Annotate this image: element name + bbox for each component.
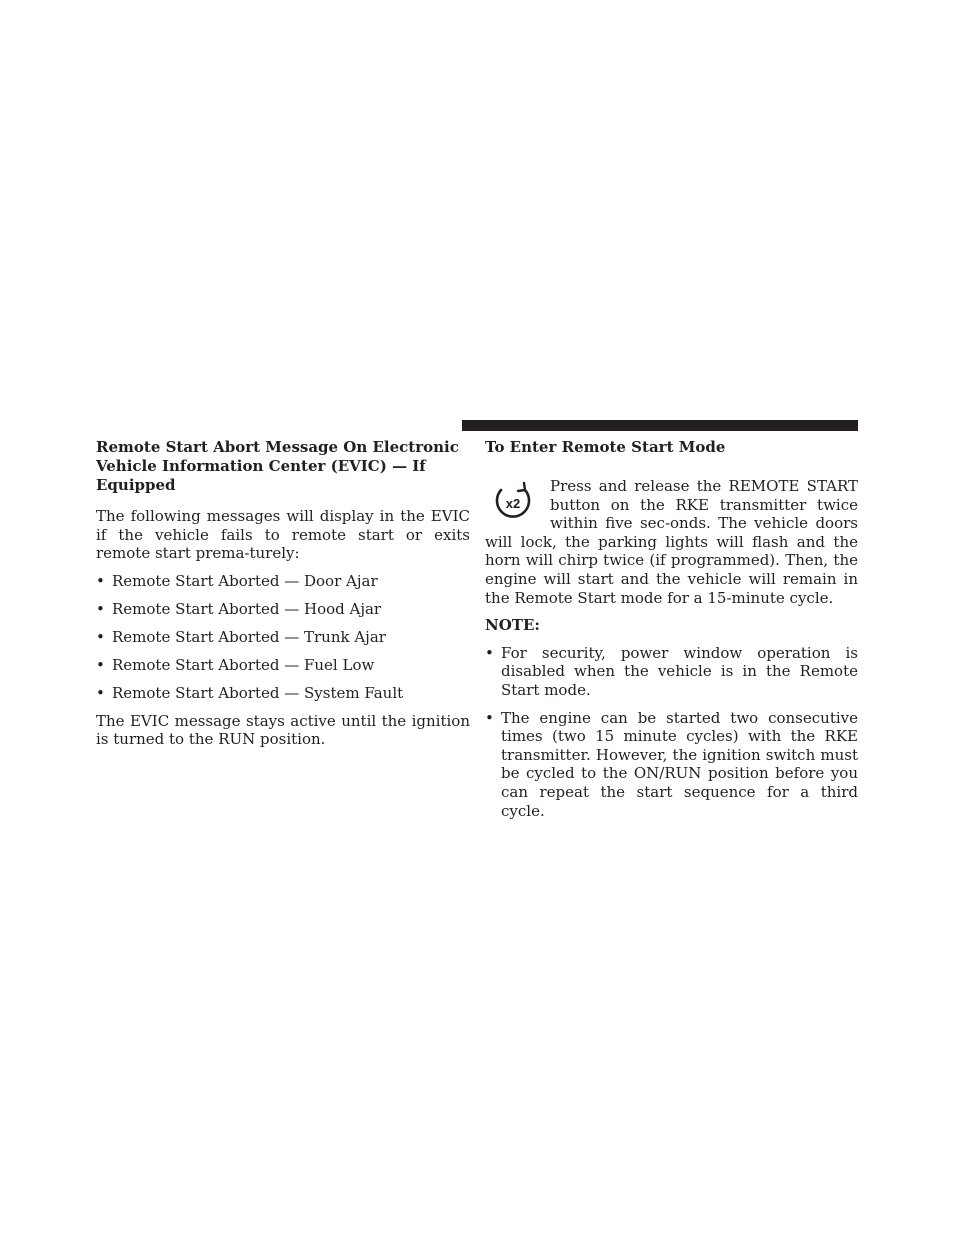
closing-paragraph: The EVIC message stays active until the ignition is turned to the RUN position.	[96, 711, 470, 749]
list-item: • Remote Start Aborted — Trunk Ajar	[96, 628, 470, 647]
svg-text:x2: x2	[505, 496, 521, 511]
list-item: • Remote Start Aborted — Hood Ajar	[96, 600, 470, 619]
list-item: • Remote Start Aborted — Fuel Low	[96, 656, 470, 675]
section-rule	[462, 420, 858, 431]
abort-message-list	[96, 572, 470, 703]
note-list	[485, 644, 858, 820]
right-column	[485, 438, 858, 829]
list-item: • Remote Start Aborted — System Fault	[96, 684, 470, 703]
list-item: • The engine can be started two consecutive times (two 15 minute cycles) with the RKE transmitter. However, the ignition switch must be cycled to the ON/RUN position before you can repeat the start sequence for a third cycle.	[485, 709, 858, 821]
remote-start-x2-icon	[485, 477, 541, 529]
section-heading-abort: Remote Start Abort Message On Electronic Vehicle Information Center (EVIC) — If Equipped	[96, 438, 459, 494]
list-item: • For security, power window operation is disabled when the vehicle is in the Remote Start mode.	[485, 644, 858, 700]
left-column	[96, 438, 470, 749]
list-item: • Remote Start Aborted — Door Ajar	[96, 572, 470, 591]
intro-paragraph: The following messages will display in the EVIC if the vehicle fails to remote start or exits remote start prema-turely:	[96, 507, 470, 563]
section-heading-enter-mode: To Enter Remote Start Mode	[485, 438, 726, 456]
body-paragraph: Press and release the REMOTE START button on the RKE transmitter twice within five sec-onds. The vehicle doors will lock, the parking lights will flash and the horn will chirp twice (if programmed). Then, the engine will start and the vehicle will remain in the Remote Start mode for a 15-minute cycle.	[485, 477, 858, 607]
note-label: NOTE:	[485, 616, 540, 635]
